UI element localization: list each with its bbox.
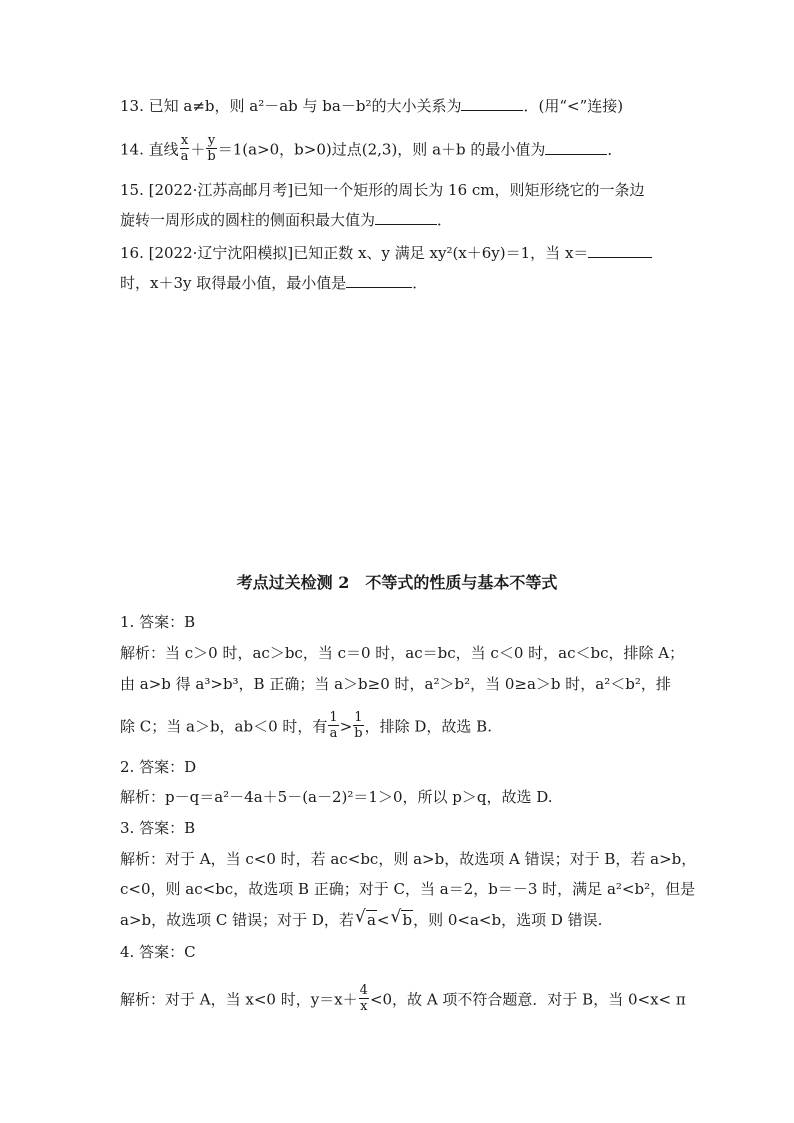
explanation-text: ，则 0<a<b，选项 D 错误.	[413, 911, 603, 929]
problem-14-text-cont: ＝1(a>0，b>0)过点(2,3)，则 a＋b 的最小值为	[217, 140, 546, 159]
answer-label: 2. 答案：D	[120, 758, 197, 776]
fraction-1-over-a	[328, 710, 338, 741]
explanation-text: 解析：对于 A，当 c<0 时，若 ac<bc，则 a>b，故选项 A 错误；对于 B，若 a>b，	[120, 850, 697, 868]
problem-13-text: 13. 已知 a≠b，则 a²－ab 与 ba－b²的大小关系为	[120, 97, 462, 115]
denominator: b	[354, 726, 363, 741]
problem-14-text: 14. 直线	[120, 140, 179, 159]
answer-blank[interactable]	[588, 243, 652, 258]
radicand: a	[366, 911, 376, 929]
explanation-text: 由 a>b 得 a³>b³，B 正确；当 a＞b≥0 时，a²＞b²，当 0≥a＞b 时，a²＜b²，排	[120, 675, 671, 693]
explanation-text: 解析：p－q＝a²－4a＋5－(a－2)²＝1＞0，所以 p＞q，故选 D.	[120, 788, 553, 806]
problem-13-hint: ．(用“<”连接)	[523, 97, 624, 115]
answer-label: 3. 答案：B	[120, 819, 196, 837]
explanation-text: 解析：对于 A，当 x<0 时，y＝x＋	[120, 990, 358, 1009]
numerator: 4	[359, 983, 368, 998]
answer-blank[interactable]	[545, 140, 607, 155]
problem-13	[120, 96, 623, 116]
less-than-sign: <	[376, 911, 390, 929]
problem-15-text: 15. [2022·江苏高邮月考]已知一个矩形的周长为 16 cm，则矩形绕它的一条边	[120, 181, 645, 199]
answer-blank[interactable]	[375, 210, 437, 225]
problem-16-line-1	[120, 243, 652, 263]
period: ．	[437, 211, 453, 229]
answer-blank[interactable]	[461, 96, 523, 111]
sqrt-b	[390, 907, 413, 930]
answer-label: 4. 答案：C	[120, 943, 196, 961]
explanation-text: 除 C；当 a＞b，ab＜0 时，有	[120, 717, 328, 736]
denominator: a	[180, 149, 189, 164]
numerator: 1	[329, 710, 338, 725]
problem-14	[120, 135, 622, 166]
problem-15-line-2	[120, 210, 452, 230]
sqrt-a	[354, 907, 377, 930]
fraction-4-over-x	[359, 983, 369, 1014]
answer-3-line-1	[120, 849, 696, 869]
answer-3-line-2	[120, 879, 695, 899]
answer-2-head	[120, 757, 196, 777]
denominator: a	[329, 726, 338, 741]
plus-sign: ＋	[190, 140, 206, 159]
answer-label: 1. 答案：B	[120, 613, 196, 631]
numerator: y	[207, 133, 216, 148]
problem-16-text: 16. [2022·辽宁沈阳模拟]已知正数 x、y 满足 xy²(x＋6y)＝1，当 x＝	[120, 244, 589, 262]
explanation-text: 解析：当 c＞0 时，ac＞bc，当 c＝0 时，ac＝bc，当 c＜0 时，ac＜bc，排除 A；	[120, 644, 685, 662]
answer-2-line-1	[120, 787, 552, 807]
answer-3-line-3	[120, 907, 603, 930]
radical-icon: √	[390, 907, 402, 927]
period: ．	[607, 140, 623, 159]
problem-15-text-cont: 旋转一周形成的圆柱的侧面积最大值为	[120, 211, 376, 229]
answer-1-line-2	[120, 674, 671, 694]
fraction-1-over-b	[353, 710, 363, 741]
denominator: x	[360, 999, 368, 1014]
period: ．	[412, 274, 428, 292]
fraction-y-over-b	[206, 133, 216, 164]
problem-16-text-cont: 时，x＋3y 取得最小值，最小值是	[120, 274, 347, 292]
radicand: b	[402, 911, 413, 929]
fraction-x-over-a	[180, 133, 190, 164]
problem-15-line-1	[120, 180, 645, 200]
section-title: 考点过关检测 2 不等式的性质与基本不等式	[236, 573, 558, 592]
answer-1-line-1	[120, 643, 684, 663]
numerator: 1	[354, 710, 363, 725]
explanation-text: ，排除 D，故选 B.	[364, 717, 492, 736]
answer-1-line-3	[120, 712, 492, 743]
denominator: b	[207, 149, 216, 164]
answer-4-line-1	[120, 985, 686, 1016]
radical-icon: √	[354, 907, 366, 927]
greater-than-sign: >	[339, 717, 353, 736]
explanation-text: a>b，故选项 C 错误；对于 D，若	[120, 911, 354, 929]
answer-3-head	[120, 818, 195, 838]
explanation-text: <0，故 A 项不符合题意．对于 B，当 0<x< π	[369, 990, 686, 1009]
answer-4-head	[120, 942, 196, 962]
answer-blank[interactable]	[346, 273, 412, 288]
explanation-text: c<0，则 ac<bc，故选项 B 正确；对于 C，当 a＝2，b＝－3 时，满足 a²<b²，但是	[120, 880, 696, 898]
numerator: x	[180, 133, 189, 148]
problem-16-line-2	[120, 273, 427, 293]
answer-1-head	[120, 612, 195, 632]
